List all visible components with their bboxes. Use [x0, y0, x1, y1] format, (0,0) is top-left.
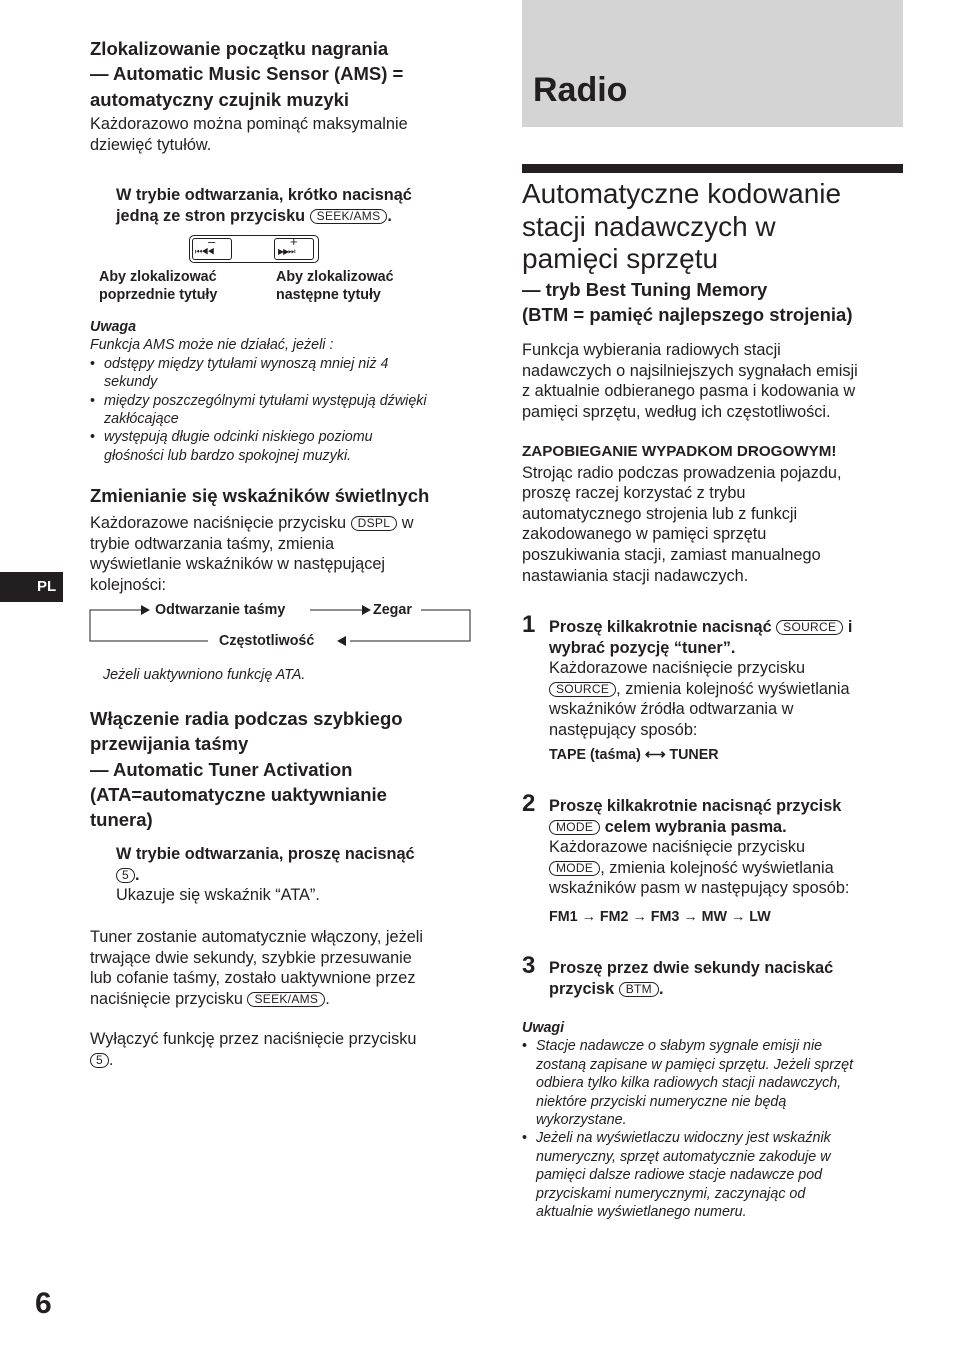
mode-key: MODE [549, 820, 600, 835]
note-item: • odstępy między tytułami wynoszą mniej niż 4 sekundy [90, 355, 480, 392]
step-1: Proszę kilkakrotnie nacisnąć SOURCE i wybrać pozycję “tuner”. Każdorazowe naciśnięcie przycisku SOURCE , zmienia kolejność wyświetlania wskaźników źródła odtwarzania w następujący sposób: TAPE (taśma) ⟷ TUNER [549, 617, 909, 763]
seek-ams-button-illustration [189, 235, 319, 263]
note-item: • Stacje nadawcze o słabym sygnale emisji nie zostaną zapisane w pamięci sprzętu. Jeżeli sprzęt odbiera tylko kilka radiowych stacji nadawczych, niektóre przyciski numeryczne nie będą wykorzystane. [522, 1037, 912, 1129]
locate-next-label: Aby zlokalizować następne tytuły [276, 269, 394, 303]
note-item: • występują długie odcinki niskiego poziomu głośności lub bardzo spokojnej muzyki. [90, 428, 480, 465]
key-5: 5 [90, 1053, 109, 1068]
arrow-right-icon: → [632, 908, 647, 925]
btm-intro: Funkcja wybierania radiowych stacji nadawczych o najsilniejszych sygnałach emisji z aktualnie odbieranego pasma i kodowania w pamięci sprzętu, według ich częstotliwości. [522, 341, 858, 421]
page-number: 6 [35, 1287, 52, 1320]
seek-ams-key: SEEK/AMS [310, 209, 388, 224]
step-2-number: 2 [522, 790, 536, 817]
locate-prev-label: Aby zlokalizować poprzednie tytuły [99, 269, 218, 303]
arrow-right-icon: → [731, 908, 746, 925]
warning-block: ZAPOBIEGANIE WYPADKOM DROGOWYM! Strojąc radio podczas prowadzenia pojazdu, proszę raczej korzystać z trybu automatycznego strojenia lub z funkcji zakodowanego w pamięci sprzętu poszukiwania stacji, zamiast manualnego nastawiania stacji nadawczych. [522, 442, 922, 586]
rewind-icon: ⏮◀◀ [195, 247, 214, 256]
language-tab [0, 572, 63, 602]
section-rule [522, 164, 903, 173]
dspl-text: Każdorazowe naciśnięcie przycisku DSPL w trybie odtwarzania taśmy, zmienia wyświetlanie wskaźników w następującej kolejności: [90, 514, 414, 594]
step-2: Proszę kilkakrotnie nacisnąć przycisk MODE celem wybrania pasma. Każdorazowe naciśnięcie przycisku MODE , zmienia kolejność wyświetlania wskaźników pasm w następujący sposób: FM1 → FM2 → FM3 → MW → LW [549, 796, 909, 925]
source-key: SOURCE [549, 682, 616, 697]
cycle-footnote: Jeżeli uaktywniono funkcję ATA. [103, 667, 306, 683]
dspl-key: DSPL [351, 516, 398, 531]
btm-key: BTM [619, 982, 659, 997]
source-sequence: TAPE (taśma) ⟷ TUNER [549, 746, 719, 763]
arrow-right-icon: → [683, 908, 698, 925]
ata-paragraph-1: Tuner zostanie automatycznie włączony, jeżeli trwające dwie sekundy, szybkie przesuwanie lub cofanie taśmy, zostało uaktywnione przez naciśnięcie przycisku SEEK/AMS . [90, 928, 424, 1008]
cycle-arrowhead-2 [362, 605, 371, 615]
note-title: Uwaga [90, 319, 137, 335]
minus-label: – [208, 234, 216, 249]
ata-instruction: W trybie odtwarzania, proszę nacisnąć 5 . Ukazuje się wskaźnik “ATA”. [116, 845, 415, 905]
cycle-arrowhead-3 [337, 636, 346, 646]
btm-subtitle: — tryb Best Tuning Memory (BTM = pamięć najlepszego strojenia) [522, 279, 853, 326]
step-3-number: 3 [522, 952, 536, 979]
fast-forward-icon: ▶▶⏭ [278, 247, 295, 256]
cycle-item-clock: Zegar [373, 602, 412, 618]
ams-section-title: Zlokalizowanie początku nagrania — Automatic Music Sensor (AMS) = automatyczny czujnik muzyki [90, 38, 404, 110]
btm-section-title: Automatyczne kodowanie stacji nadawczych w pamięci sprzętu [522, 178, 842, 274]
cycle-arrowhead-1 [141, 605, 150, 615]
arrow-right-icon: → [581, 908, 596, 925]
plus-label: + [290, 234, 298, 249]
ams-note: Uwaga Funkcja AMS może nie działać, jeżeli : • odstępy między tytułami wynoszą mniej niż 4 sekundy • między poszczególnymi tytułami występują dźwięki zakłócające • występują długie odcinki niskiego poziomu głośności lub bardzo spokojnej muzyki. [90, 318, 480, 465]
radio-header-title: Radio [533, 71, 628, 109]
seek-minus-half [192, 234, 232, 260]
step-3: Proszę przez dwie sekundy naciskać przycisk BTM . [549, 959, 834, 998]
radio-header-banner [522, 0, 903, 127]
ata-section-title: Włączenie radia podczas szybkiego przewijania taśmy — Automatic Tuner Activation (ATA=automatyczne uaktywnianie tunera) [90, 708, 403, 831]
seek-ams-key: SEEK/AMS [247, 992, 325, 1007]
source-key: SOURCE [776, 620, 843, 635]
band-sequence: FM1 → FM2 → FM3 → MW → LW [549, 908, 771, 925]
cycle-item-frequency: Częstotliwość [216, 633, 317, 649]
ata-paragraph-2: Wyłączyć funkcję przez naciśnięcie przycisku 5 . [90, 1030, 417, 1069]
key-5: 5 [116, 868, 135, 883]
ams-instruction: W trybie odtwarzania, krótko nacisnąć jedną ze stron przycisku SEEK/AMS . [116, 186, 412, 225]
ams-intro: Każdorazowo można pominąć maksymalnie dziewięć tytułów. [90, 115, 408, 154]
seek-plus-half [274, 234, 314, 260]
language-tab-label: PL [37, 578, 57, 595]
mode-key: MODE [549, 861, 600, 876]
cycle-item-playback: Odtwarzanie taśmy [155, 602, 286, 618]
note-item: • między poszczególnymi tytułami występują dźwięki zakłócające [90, 392, 480, 429]
note-item: • Jeżeli na wyświetlaczu widoczny jest wskaźnik numeryczny, sprzęt automatycznie zakoduje w pamięci dalsze radiowe stacje nadawcze pod przyciskami numerycznymi, zaczynając od aktualnie wyświetlanego numeru. [522, 1129, 912, 1221]
btm-notes [522, 1019, 912, 1221]
notes-title: Uwagi [522, 1020, 565, 1036]
bidirectional-arrow-icon: ⟷ [644, 746, 666, 763]
dspl-section-title: Zmienianie się wskaźników świetlnych [90, 485, 430, 506]
warning-title: ZAPOBIEGANIE WYPADKOM DROGOWYM! [522, 443, 837, 460]
step-1-number: 1 [522, 611, 536, 638]
